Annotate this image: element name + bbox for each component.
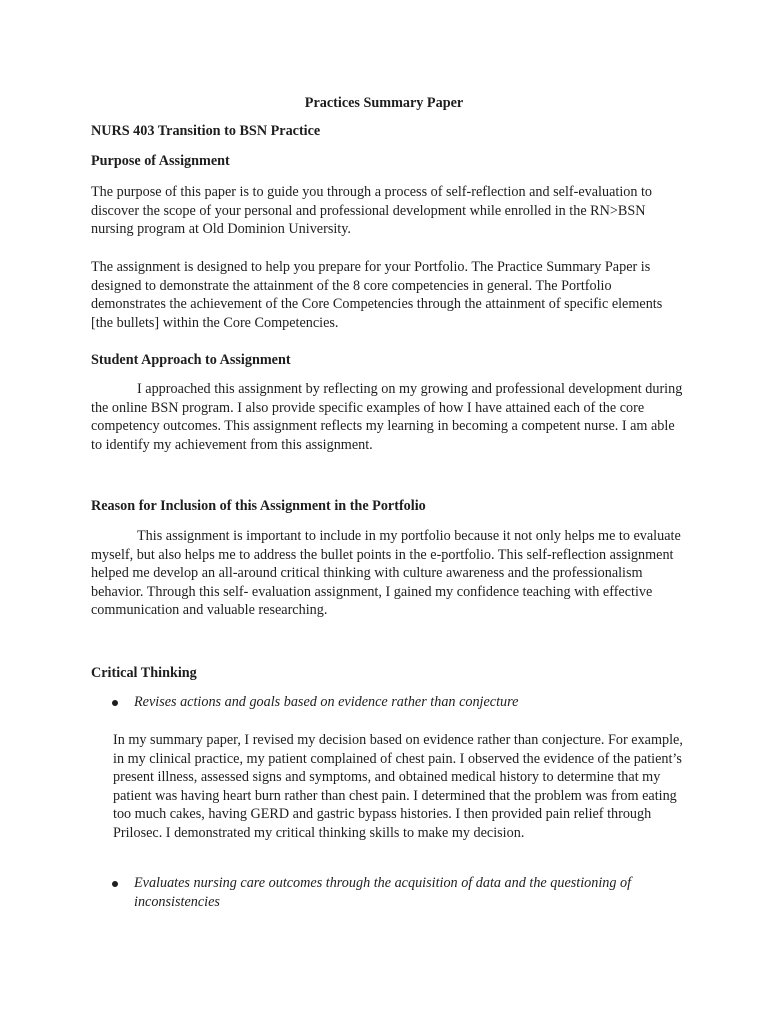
paragraph-purpose: The purpose of this paper is to guide you through a process of self-reflection and self-evaluation to discover the scope of your personal and professional development while enrolled in the RN>BSN nursing program at Old Dominion University. (91, 184, 653, 238)
course-title: NURS 403 Transition to BSN Practice (91, 123, 321, 139)
section-heading-purpose: Purpose of Assignment (91, 153, 230, 169)
paragraph-critical-thinking-example: In my summary paper, I revised my decision based on evidence rather than conjecture. For example, in my clinical practice, my patient complained of chest pain. I observed the evidence of the patient’s present illness, assessed signs and symptoms, and obtained medical history to determine that my patient was having heart burn rather than chest pain. I determined that the problem was from eating too much cakes, having GERD and gastric bypass histories. I then provided pain relief through Prilosec. I demonstrated my critical thinking skills to make my decision. (113, 732, 683, 841)
bullet-icon (112, 700, 118, 706)
bullet-item (112, 874, 684, 911)
section-heading-reason: Reason for Inclusion of this Assignment in the Portfolio (91, 498, 426, 514)
section-heading-critical-thinking: Critical Thinking (91, 665, 197, 681)
bullet-text: Evaluates nursing care outcomes through the acquisition of data and the questioning of inconsistencies (134, 875, 632, 910)
document-title: Practices Summary Paper (304, 95, 464, 111)
section-heading-approach: Student Approach to Assignment (91, 352, 291, 368)
bullet-icon (112, 881, 118, 887)
bullet-text: Revises actions and goals based on evidence rather than conjecture (134, 694, 519, 710)
paragraph-portfolio: The assignment is designed to help you prepare for your Portfolio. The Practice Summary Paper is designed to demonstrate the attainment of the 8 core competencies in general. The Portfolio demonstrates the achievement of the Core Competencies through the attainment of specific elements [the bullets] within the Core Competencies. (91, 259, 663, 331)
paragraph-approach: I approached this assignment by reflecting on my growing and professional development during the online BSN program. I also provide specific examples of how I have attained each of the core competency outcomes. This assignment reflects my learning in becoming a competent nurse. I am able to identify my achievement from this assignment. (91, 381, 683, 453)
paragraph-reason: This assignment is important to include in my portfolio because it not only helps me to evaluate myself, but also helps me to address the bullet points in the e-portfolio. This self-reflection assignment helped me develop an all-around critical thinking with culture awareness and the professionalism behavior. Through this self- evaluation assignment, I gained my confidence teaching with effective communication and valuable researching. (91, 528, 681, 619)
bullet-item (112, 693, 684, 712)
